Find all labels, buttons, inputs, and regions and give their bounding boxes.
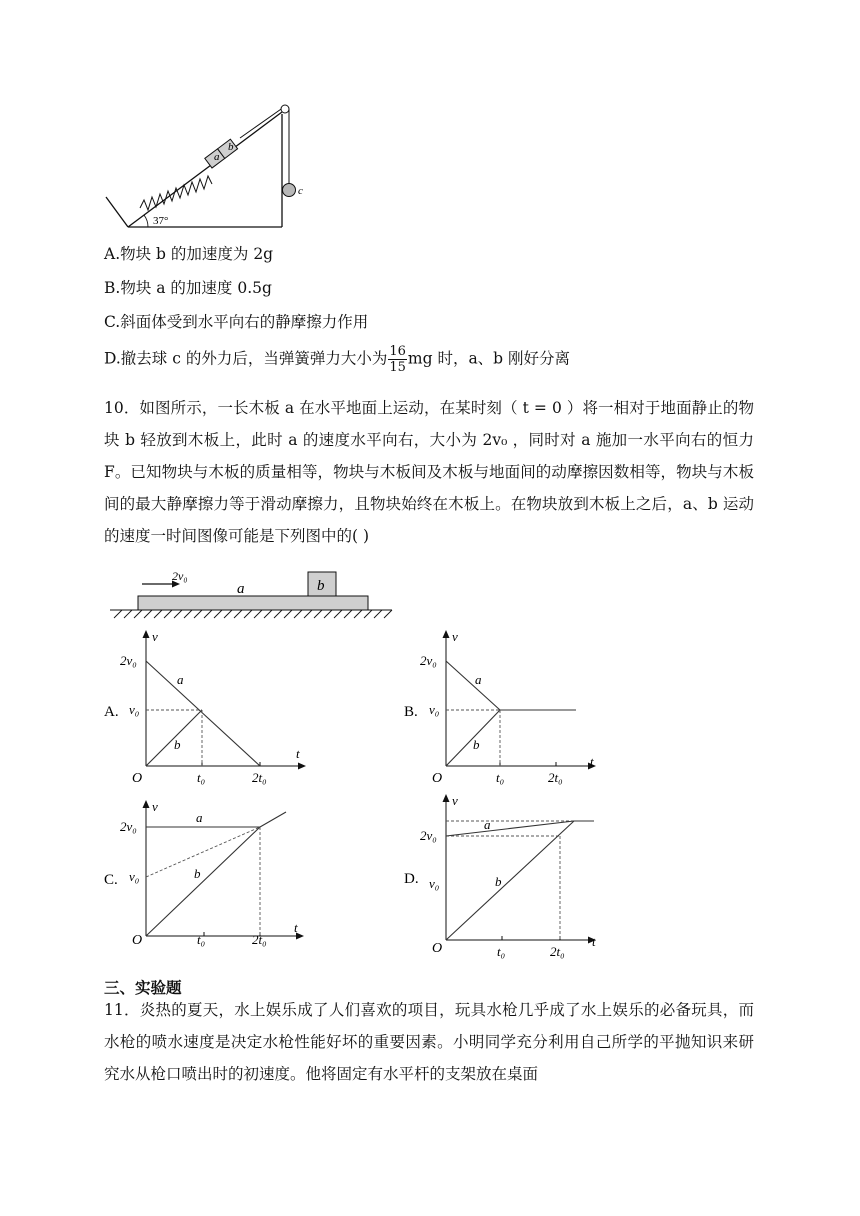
q9-block-b-label: b (228, 141, 234, 153)
fraction-numerator: 16 (389, 344, 406, 359)
graph-d-curve-b (446, 821, 574, 940)
graph-d-label-b: b (495, 874, 502, 889)
graph-c-curve-b (146, 827, 260, 936)
q9-option-a: A.物块 b 的加速度为 2g (104, 245, 274, 263)
q10-graph-d (400, 790, 615, 962)
graph-b-xtick-2t0: 2t₀ (548, 770, 563, 785)
q9-ball-c-label: c (298, 185, 303, 197)
q10-board-label: a (237, 581, 245, 597)
graph-d-xtick-2t0: 2t₀ (550, 944, 565, 959)
q10-graph-c (100, 796, 315, 956)
q9-option-d (104, 344, 570, 375)
q9-angle-label: 37° (153, 215, 169, 227)
q10-stem: 10．如图所示，一长木板 a 在水平地面上运动，在某时刻（ t = 0 ）将一相对于地面静止的物块 b 轻放到木板上，此时 a 的速度水平向右，大小为 2v₀ ，同时对 a 施加一水平向右的恒力 F。已知物块与木板的质量相等，物块与木板间及木板与地面间的动摩擦因数相等，物块与木板间的最大静摩擦力等于滑动摩擦力，且物块始终在木板上。在物块放到木板上之后，a、b 运动的速度一时间图像可能是下列图中的( ) (104, 399, 754, 545)
graph-d-origin: O (432, 941, 443, 956)
graph-c-label-a: a (196, 810, 203, 825)
q11-stem: 11．炎热的夏天，水上娱乐成了人们喜欢的项目，玩具水枪几乎成了水上娱乐的必备玩具，而水枪的喷水速度是决定水枪性能好坏的重要因素。小明同学充分利用自己所学的平抛知识来研究水从枪口喷出时的初速度。他将固定有水平杆的支架放在桌面 (104, 1001, 754, 1083)
graph-c-common (260, 812, 286, 827)
graph-d-ytick-2v0: 2v₀ (420, 828, 437, 843)
q10-velocity-label: 2v₀ (172, 569, 188, 583)
graph-a-curve-a (146, 661, 260, 766)
q10-graph-a (100, 628, 315, 788)
graph-d-x-axis: t (592, 934, 596, 949)
graph-c-origin: O (132, 933, 143, 948)
q10-graph-b (400, 628, 615, 788)
graph-d-option-label: D. (404, 871, 419, 887)
graph-c-y-axis: v (152, 799, 158, 814)
graph-d-label-a: a (484, 817, 491, 832)
graph-d-y-axis: v (452, 793, 458, 808)
graph-a-label-a: a (177, 672, 184, 687)
graph-a-ytick-v0: v₀ (129, 702, 140, 717)
fraction-denominator: 15 (389, 360, 406, 375)
graph-b-ytick-2v0: 2v₀ (420, 653, 437, 668)
graph-a-origin: O (132, 771, 143, 786)
graph-b-xtick-t0: t₀ (496, 770, 505, 785)
section-title: 三、实验题 (104, 979, 182, 997)
graph-a-y-axis: v (152, 629, 158, 644)
graph-b-option-label: B. (404, 704, 418, 720)
graph-b-y-axis: v (452, 629, 458, 644)
q9-option-d-suffix: mg 时，a、b 刚好分离 (407, 349, 571, 368)
q9-block-a-label: a (214, 151, 220, 163)
q9-ball-c (283, 184, 296, 197)
graph-b-origin: O (432, 771, 443, 786)
q9-option-c: C.斜面体受到水平向右的静摩擦力作用 (104, 313, 369, 331)
graph-c-x-axis: t (294, 920, 298, 935)
graph-c-ytick-2v0: 2v₀ (120, 819, 137, 834)
graph-d-curve-a (446, 821, 574, 836)
q9-option-d-fraction (388, 344, 407, 375)
graph-d-ytick-v0: v₀ (429, 876, 440, 891)
graph-c-option-label: C. (104, 872, 118, 888)
graph-c-xtick-2t0: 2t₀ (252, 932, 267, 947)
graph-a-ytick-2v0: 2v₀ (120, 653, 137, 668)
graph-a-label-b: b (174, 737, 181, 752)
q9-option-d-prefix: D.撤去球 c 的外力后，当弹簧弹力大小为 (104, 349, 388, 368)
graph-c-xtick-t0: t₀ (197, 932, 206, 947)
graph-b-x-axis: t (590, 754, 594, 769)
q10-board-figure (110, 568, 395, 620)
graph-a-x-axis: t (296, 746, 300, 761)
graph-b-ytick-v0: v₀ (429, 702, 440, 717)
graph-d-xtick-t0: t₀ (497, 944, 506, 959)
graph-a-xtick-2t0: 2t₀ (252, 770, 267, 785)
graph-c-ytick-v0: v₀ (129, 869, 140, 884)
q9-incline-figure (100, 96, 320, 236)
graph-a-option-label: A. (104, 704, 119, 720)
graph-c-label-b: b (194, 866, 201, 881)
graph-b-label-a: a (475, 672, 482, 687)
graph-b-label-b: b (473, 737, 480, 752)
q10-block-label: b (317, 578, 325, 594)
q9-option-b: B.物块 a 的加速度 0.5g (104, 279, 272, 297)
graph-b-curve-a (446, 661, 500, 710)
graph-a-xtick-t0: t₀ (197, 770, 206, 785)
